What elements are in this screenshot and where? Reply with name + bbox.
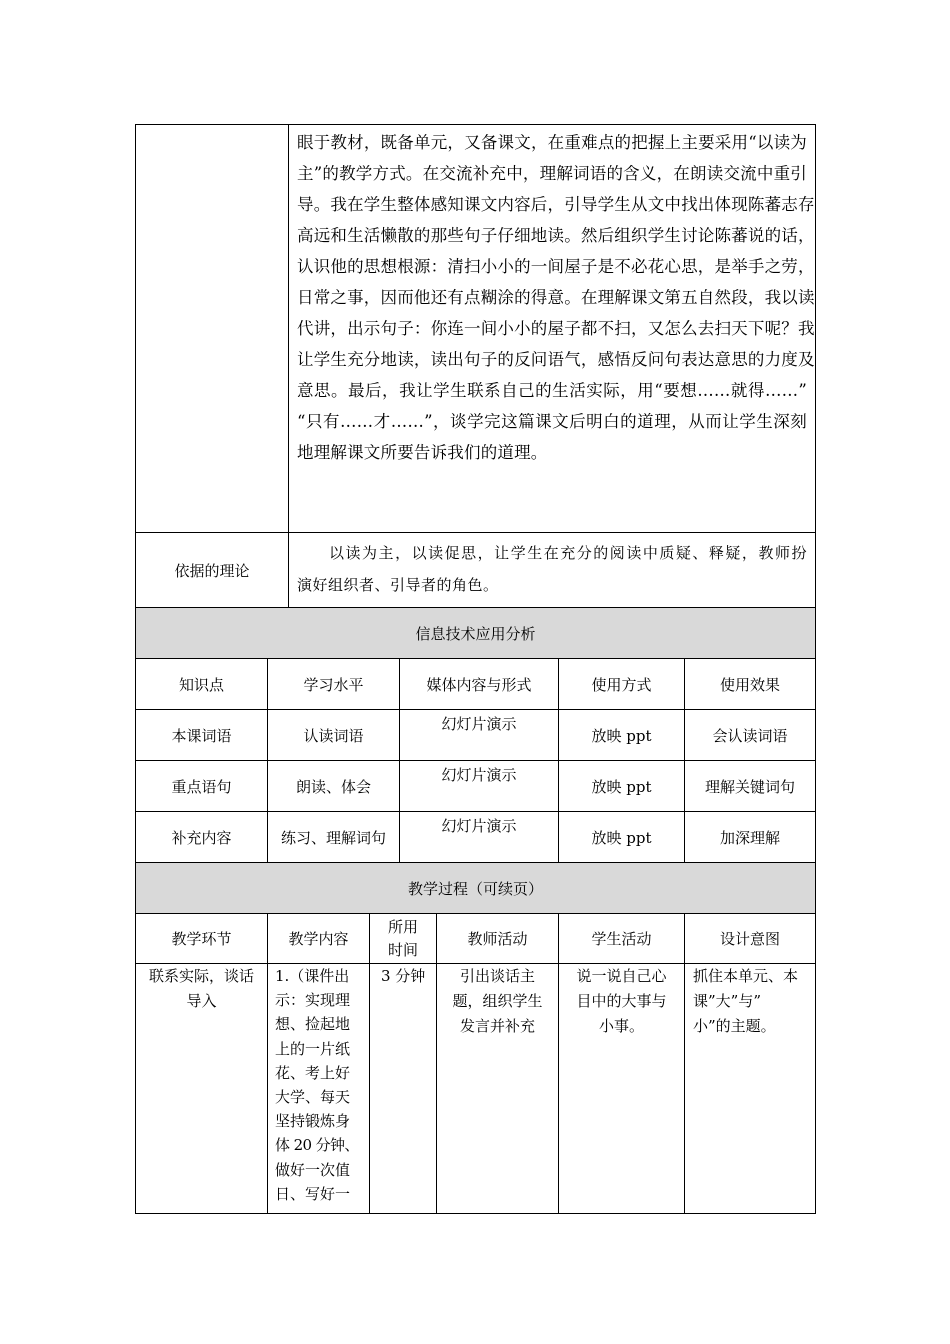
process-header-student: 学生活动 (591, 930, 652, 948)
it-header-cell (267, 658, 400, 710)
it-cell (135, 760, 268, 812)
process-section-title: 教学过程（可续页） (407, 879, 543, 898)
it-cell (558, 811, 685, 863)
it-header-cell (399, 658, 559, 710)
top-left-cell (135, 124, 289, 533)
it-cell (399, 709, 559, 761)
theory-line: 以读为主，以读促思，让学生在充分的阅读中质疑、释疑，教师扮 (329, 544, 807, 562)
process-teacher-cell (436, 963, 559, 1214)
process-student-line: 目中的大事与 (576, 992, 667, 1010)
paragraph-line: 主”的教学方式。在交流补充中，理解词语的含义，在朗读交流中重引 (297, 164, 807, 183)
process-header-cell (684, 913, 816, 964)
it-cell (684, 760, 816, 812)
process-student-cell (558, 963, 685, 1214)
paragraph-line: 导。我在学生整体感知课文内容后，引导学生从文中找出体现陈蕃志存 (297, 195, 815, 214)
process-header-intent: 设计意图 (719, 930, 780, 948)
it-cell (399, 811, 559, 863)
it-cell (399, 760, 559, 812)
it-row-level: 练习、理解词句 (280, 828, 386, 847)
it-cell (267, 811, 400, 863)
it-cell (684, 811, 816, 863)
theory-text (297, 537, 807, 601)
process-intent-line: 课”大”与” (693, 992, 762, 1010)
process-header-cell (436, 913, 559, 964)
process-content-line: 做好一次值 (275, 1160, 351, 1179)
it-header-effect: 使用效果 (719, 675, 780, 694)
process-teacher-line: 引出谈话主 (459, 967, 535, 985)
it-row-media: 幻灯片演示 (441, 715, 517, 733)
it-cell (267, 760, 400, 812)
process-content-line: 大学、每天 (275, 1088, 351, 1107)
paragraph-line: 让学生充分地读，读出句子的反问语气，感悟反问句表达意思的力度及 (297, 350, 815, 369)
process-content-line: 日、写好一 (275, 1184, 351, 1203)
process-header-content: 教学内容 (288, 930, 349, 948)
it-row-media: 幻灯片演示 (441, 766, 517, 784)
process-header-teacher: 教师活动 (467, 930, 528, 948)
process-header-time-line: 时间 (387, 941, 418, 959)
process-time-cell (369, 963, 437, 1214)
process-teacher-line: 发言并补充 (459, 1017, 535, 1035)
process-header-time-line: 所用 (387, 918, 418, 936)
paragraph-line: “只有……才……”，谈学完这篇课文后明白的道理，从而让学生深刻 (297, 412, 807, 431)
it-row-level: 朗读、体会 (295, 777, 371, 796)
it-row-media: 幻灯片演示 (441, 817, 517, 835)
process-intent-line: 抓住本单元、本 (693, 967, 799, 985)
it-cell (135, 709, 268, 761)
it-header-cell (684, 658, 816, 710)
process-header-cell (267, 913, 370, 964)
paragraph-line: 眼于教材，既备单元，又备课文，在重难点的把握上主要采用“以读为 (297, 133, 807, 152)
process-content-line: 想、捡起地 (275, 1015, 351, 1034)
it-header-media: 媒体内容与形式 (426, 675, 532, 694)
it-row-effect: 加深理解 (719, 828, 780, 847)
it-row-effect: 会认读词语 (712, 726, 788, 745)
paragraph-line: 地理解课文所要告诉我们的道理。 (297, 443, 548, 462)
it-row-method: 放映 ppt (591, 777, 652, 796)
paragraph-line: 认识他的思想根源：清扫小小的一间屋子是不必花心思，是举手之劳， (297, 257, 815, 276)
it-header-method: 使用方式 (591, 675, 652, 694)
it-cell (558, 760, 685, 812)
it-row-knowledge: 重点语句 (171, 777, 232, 796)
theory-text-cell (288, 532, 816, 608)
it-row-level: 认读词语 (303, 726, 364, 745)
process-content-line: 示：实现理 (275, 991, 351, 1010)
it-header-cell (558, 658, 685, 710)
paragraph-line: 意思。最后，我让学生联系自己的生活实际，用“要想……就得……” (297, 381, 807, 400)
process-student-line: 说一说自己心 (576, 967, 667, 985)
theory-line: 演好组织者、引导者的角色。 (297, 576, 499, 594)
it-cell (135, 811, 268, 863)
process-header-cell (558, 913, 685, 964)
process-header-stage: 教学环节 (171, 930, 232, 948)
process-content-cell (267, 963, 370, 1214)
process-intent-cell (684, 963, 816, 1214)
top-paragraph (297, 127, 815, 468)
it-row-effect: 理解关键词句 (704, 777, 795, 796)
process-stage-line: 导入 (186, 992, 217, 1010)
it-section-title-cell (135, 607, 816, 659)
it-header-knowledge: 知识点 (178, 675, 224, 694)
process-header-cell (135, 913, 268, 964)
it-row-knowledge: 补充内容 (171, 828, 232, 847)
process-stage-line: 联系实际，谈话 (148, 967, 254, 985)
process-time: 3 分钟 (381, 967, 426, 985)
process-content-line: 1.（课件出 (275, 967, 350, 985)
theory-label: 依据的理论 (174, 561, 250, 580)
it-row-method: 放映 ppt (591, 726, 652, 745)
paragraph-line: 日常之事，因而他还有点糊涂的得意。在理解课文第五自然段，我以读 (297, 288, 815, 307)
it-cell (267, 709, 400, 761)
it-row-knowledge: 本课词语 (171, 726, 232, 745)
process-content-line: 上的一片纸 (275, 1039, 351, 1058)
theory-label-cell (135, 532, 289, 608)
process-section-title-cell (135, 862, 816, 914)
it-row-method: 放映 ppt (591, 828, 652, 847)
top-text-cell (288, 124, 816, 533)
process-student-line: 小事。 (598, 1017, 644, 1035)
it-section-title: 信息技术应用分析 (415, 624, 536, 643)
process-teacher-line: 题，组织学生 (452, 992, 543, 1010)
process-content-line: 花、考上好 (275, 1063, 351, 1082)
it-header-cell (135, 658, 268, 710)
paragraph-line: 高远和生活懒散的那些句子仔细地读。然后组织学生讨论陈蕃说的话， (297, 226, 815, 245)
it-header-level: 学习水平 (303, 675, 364, 694)
paragraph-line: 代讲，出示句子：你连一间小小的屋子都不扫，又怎么去扫天下呢？我 (297, 319, 815, 338)
process-header-cell (369, 913, 437, 964)
process-content-line: 坚持锻炼身 (275, 1112, 351, 1131)
process-stage-cell (135, 963, 268, 1214)
process-intent-line: 小”的主题。 (693, 1017, 776, 1035)
process-content-line: 体 20 分钟、 (275, 1136, 359, 1155)
it-cell (558, 709, 685, 761)
it-cell (684, 709, 816, 761)
